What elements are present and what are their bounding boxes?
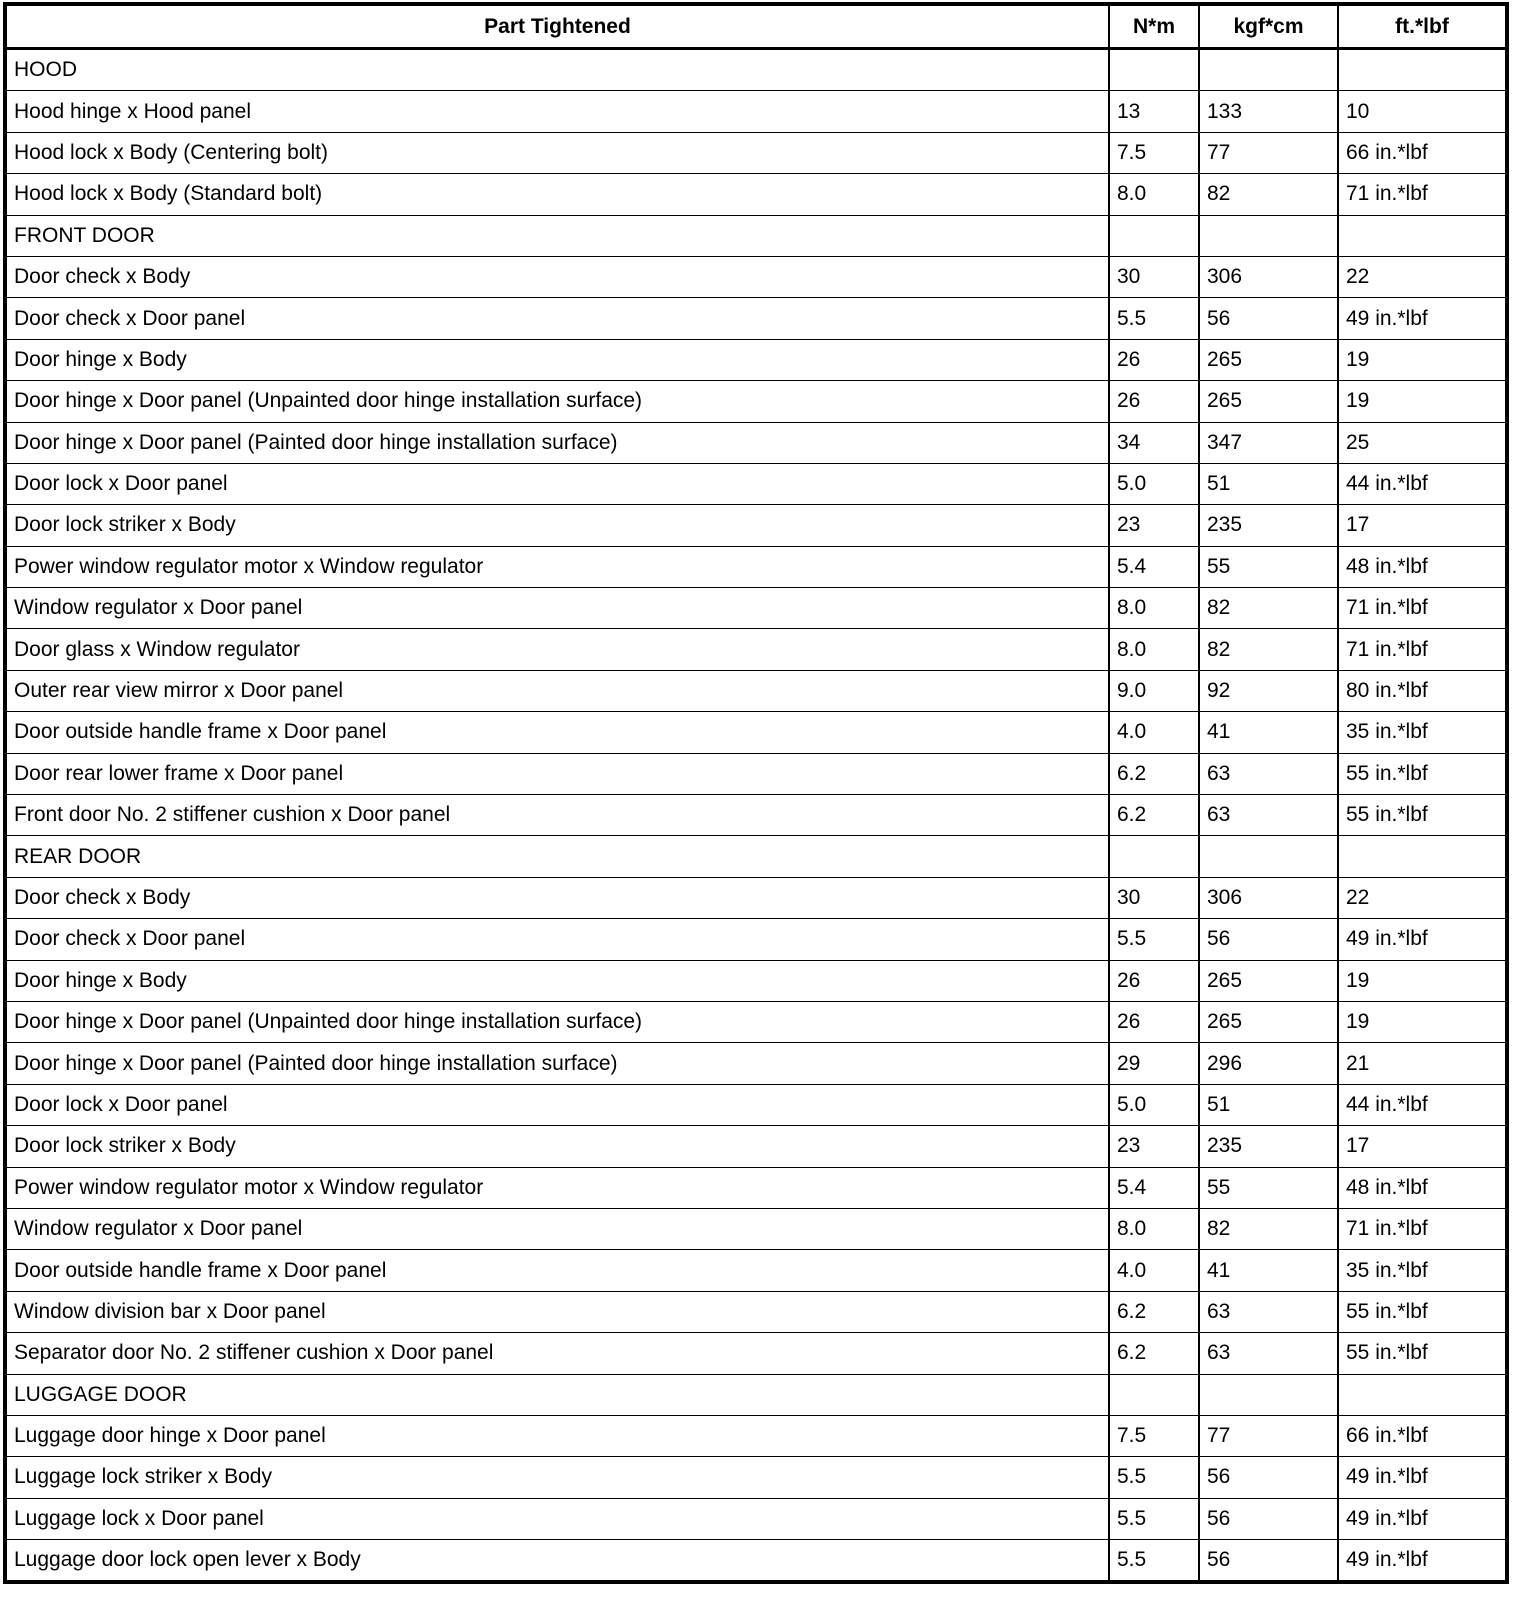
section-row xyxy=(5,49,1507,91)
part-cell: Front door No. 2 stiffener cushion x Door panel xyxy=(5,795,1109,836)
kgfcm-cell: 235 xyxy=(1199,505,1338,546)
ftlbf-cell: 25 xyxy=(1338,422,1507,463)
kgfcm-cell: 63 xyxy=(1199,1333,1338,1374)
nm-cell: 6.2 xyxy=(1109,795,1199,836)
ftlbf-cell: 55 in.*lbf xyxy=(1338,1333,1507,1374)
kgfcm-cell: 133 xyxy=(1199,91,1338,132)
ftlbf-cell: 48 in.*lbf xyxy=(1338,546,1507,587)
header-kgfcm: kgf*cm xyxy=(1199,4,1338,49)
kgfcm-cell: 265 xyxy=(1199,339,1338,380)
table-row xyxy=(5,1333,1507,1374)
ftlbf-cell: 48 in.*lbf xyxy=(1338,1167,1507,1208)
nm-cell: 5.4 xyxy=(1109,546,1199,587)
nm-cell: 7.5 xyxy=(1109,132,1199,173)
part-cell: Hood lock x Body (Standard bolt) xyxy=(5,174,1109,215)
nm-cell: 26 xyxy=(1109,381,1199,422)
table-row xyxy=(5,132,1507,173)
nm-cell: 34 xyxy=(1109,422,1199,463)
ftlbf-cell: 35 in.*lbf xyxy=(1338,1250,1507,1291)
ftlbf-cell: 49 in.*lbf xyxy=(1338,1457,1507,1498)
table-row xyxy=(5,174,1507,215)
part-cell: Door hinge x Door panel (Painted door hinge installation surface) xyxy=(5,1043,1109,1084)
part-cell: Door check x Door panel xyxy=(5,919,1109,960)
kgfcm-cell xyxy=(1199,1374,1338,1415)
table-row xyxy=(5,795,1507,836)
table-row xyxy=(5,629,1507,670)
kgfcm-cell: 56 xyxy=(1199,1498,1338,1539)
nm-cell: 6.2 xyxy=(1109,1333,1199,1374)
part-cell: Luggage lock striker x Body xyxy=(5,1457,1109,1498)
section-row xyxy=(5,215,1507,256)
section-row xyxy=(5,1374,1507,1415)
part-cell: Window regulator x Door panel xyxy=(5,588,1109,629)
part-cell: LUGGAGE DOOR xyxy=(5,1374,1109,1415)
ftlbf-cell: 66 in.*lbf xyxy=(1338,132,1507,173)
ftlbf-cell: 17 xyxy=(1338,1126,1507,1167)
table-row xyxy=(5,1043,1507,1084)
part-cell: Door check x Body xyxy=(5,877,1109,918)
ftlbf-cell: 22 xyxy=(1338,256,1507,297)
ftlbf-cell: 49 in.*lbf xyxy=(1338,298,1507,339)
kgfcm-cell: 63 xyxy=(1199,795,1338,836)
ftlbf-cell: 44 in.*lbf xyxy=(1338,1084,1507,1125)
ftlbf-cell: 19 xyxy=(1338,339,1507,380)
part-cell: FRONT DOOR xyxy=(5,215,1109,256)
nm-cell: 5.0 xyxy=(1109,1084,1199,1125)
table-row xyxy=(5,1457,1507,1498)
part-cell: Outer rear view mirror x Door panel xyxy=(5,670,1109,711)
kgfcm-cell: 265 xyxy=(1199,381,1338,422)
kgfcm-cell: 235 xyxy=(1199,1126,1338,1167)
table-row xyxy=(5,546,1507,587)
ftlbf-cell: 55 in.*lbf xyxy=(1338,753,1507,794)
ftlbf-cell: 49 in.*lbf xyxy=(1338,919,1507,960)
part-cell: Door outside handle frame x Door panel xyxy=(5,712,1109,753)
part-cell: Door lock striker x Body xyxy=(5,505,1109,546)
kgfcm-cell: 56 xyxy=(1199,1457,1338,1498)
kgfcm-cell: 265 xyxy=(1199,1001,1338,1042)
part-cell: Door hinge x Door panel (Unpainted door hinge installation surface) xyxy=(5,1001,1109,1042)
ftlbf-cell: 35 in.*lbf xyxy=(1338,712,1507,753)
table-row xyxy=(5,1084,1507,1125)
part-cell: Luggage door hinge x Door panel xyxy=(5,1415,1109,1456)
kgfcm-cell: 265 xyxy=(1199,960,1338,1001)
kgfcm-cell: 41 xyxy=(1199,712,1338,753)
kgfcm-cell: 51 xyxy=(1199,463,1338,504)
nm-cell: 23 xyxy=(1109,1126,1199,1167)
kgfcm-cell xyxy=(1199,836,1338,877)
nm-cell: 26 xyxy=(1109,1001,1199,1042)
nm-cell: 5.0 xyxy=(1109,463,1199,504)
part-cell: Luggage lock x Door panel xyxy=(5,1498,1109,1539)
nm-cell: 7.5 xyxy=(1109,1415,1199,1456)
nm-cell: 8.0 xyxy=(1109,588,1199,629)
nm-cell: 5.5 xyxy=(1109,298,1199,339)
kgfcm-cell: 55 xyxy=(1199,546,1338,587)
nm-cell: 23 xyxy=(1109,505,1199,546)
part-cell: Luggage door lock open lever x Body xyxy=(5,1540,1109,1583)
nm-cell xyxy=(1109,1374,1199,1415)
part-cell: Door check x Door panel xyxy=(5,298,1109,339)
nm-cell: 13 xyxy=(1109,91,1199,132)
table-row xyxy=(5,463,1507,504)
table-row xyxy=(5,1498,1507,1539)
nm-cell: 5.4 xyxy=(1109,1167,1199,1208)
table-row xyxy=(5,1167,1507,1208)
ftlbf-cell: 21 xyxy=(1338,1043,1507,1084)
ftlbf-cell: 71 in.*lbf xyxy=(1338,1208,1507,1249)
kgfcm-cell: 56 xyxy=(1199,298,1338,339)
part-cell: Power window regulator motor x Window regulator xyxy=(5,546,1109,587)
part-cell: HOOD xyxy=(5,49,1109,91)
part-cell: Power window regulator motor x Window regulator xyxy=(5,1167,1109,1208)
section-row xyxy=(5,836,1507,877)
table-row xyxy=(5,712,1507,753)
table-row xyxy=(5,753,1507,794)
ftlbf-cell xyxy=(1338,836,1507,877)
table-row xyxy=(5,588,1507,629)
kgfcm-cell: 41 xyxy=(1199,1250,1338,1291)
part-cell: Door lock striker x Body xyxy=(5,1126,1109,1167)
table-row xyxy=(5,1540,1507,1583)
nm-cell: 29 xyxy=(1109,1043,1199,1084)
table-row xyxy=(5,1415,1507,1456)
kgfcm-cell: 82 xyxy=(1199,588,1338,629)
nm-cell: 5.5 xyxy=(1109,1457,1199,1498)
nm-cell: 9.0 xyxy=(1109,670,1199,711)
table-row xyxy=(5,1291,1507,1332)
ftlbf-cell: 19 xyxy=(1338,1001,1507,1042)
part-cell: Separator door No. 2 stiffener cushion x Door panel xyxy=(5,1333,1109,1374)
nm-cell: 26 xyxy=(1109,339,1199,380)
kgfcm-cell xyxy=(1199,49,1338,91)
ftlbf-cell: 80 in.*lbf xyxy=(1338,670,1507,711)
part-cell: Door glass x Window regulator xyxy=(5,629,1109,670)
nm-cell: 8.0 xyxy=(1109,629,1199,670)
kgfcm-cell: 82 xyxy=(1199,1208,1338,1249)
nm-cell xyxy=(1109,836,1199,877)
ftlbf-cell: 49 in.*lbf xyxy=(1338,1540,1507,1583)
table-row xyxy=(5,960,1507,1001)
nm-cell: 4.0 xyxy=(1109,1250,1199,1291)
nm-cell: 5.5 xyxy=(1109,1540,1199,1583)
part-cell: Door hinge x Body xyxy=(5,960,1109,1001)
part-cell: Door lock x Door panel xyxy=(5,1084,1109,1125)
part-cell: Door hinge x Door panel (Unpainted door hinge installation surface) xyxy=(5,381,1109,422)
ftlbf-cell xyxy=(1338,1374,1507,1415)
kgfcm-cell: 347 xyxy=(1199,422,1338,463)
ftlbf-cell: 71 in.*lbf xyxy=(1338,588,1507,629)
ftlbf-cell: 19 xyxy=(1338,960,1507,1001)
part-cell: Door hinge x Body xyxy=(5,339,1109,380)
nm-cell: 5.5 xyxy=(1109,919,1199,960)
table-row xyxy=(5,422,1507,463)
kgfcm-cell: 92 xyxy=(1199,670,1338,711)
ftlbf-cell: 17 xyxy=(1338,505,1507,546)
nm-cell: 8.0 xyxy=(1109,1208,1199,1249)
table-row xyxy=(5,381,1507,422)
nm-cell: 8.0 xyxy=(1109,174,1199,215)
kgfcm-cell xyxy=(1199,215,1338,256)
header-part-tightened: Part Tightened xyxy=(5,4,1109,49)
part-cell: Window division bar x Door panel xyxy=(5,1291,1109,1332)
kgfcm-cell: 63 xyxy=(1199,753,1338,794)
table-row xyxy=(5,670,1507,711)
ftlbf-cell: 55 in.*lbf xyxy=(1338,795,1507,836)
header-row xyxy=(5,4,1507,49)
header-ftlbf: ft.*lbf xyxy=(1338,4,1507,49)
part-cell: Door rear lower frame x Door panel xyxy=(5,753,1109,794)
table-row xyxy=(5,919,1507,960)
kgfcm-cell: 63 xyxy=(1199,1291,1338,1332)
part-cell: Hood lock x Body (Centering bolt) xyxy=(5,132,1109,173)
torque-specification-table xyxy=(3,2,1509,1584)
nm-cell: 30 xyxy=(1109,877,1199,918)
table-row xyxy=(5,505,1507,546)
nm-cell: 30 xyxy=(1109,256,1199,297)
kgfcm-cell: 77 xyxy=(1199,132,1338,173)
part-cell: Door outside handle frame x Door panel xyxy=(5,1250,1109,1291)
nm-cell: 6.2 xyxy=(1109,1291,1199,1332)
part-cell: Hood hinge x Hood panel xyxy=(5,91,1109,132)
kgfcm-cell: 56 xyxy=(1199,1540,1338,1583)
kgfcm-cell: 56 xyxy=(1199,919,1338,960)
part-cell: Door hinge x Door panel (Painted door hinge installation surface) xyxy=(5,422,1109,463)
table-row xyxy=(5,91,1507,132)
table-row xyxy=(5,298,1507,339)
ftlbf-cell xyxy=(1338,215,1507,256)
ftlbf-cell: 22 xyxy=(1338,877,1507,918)
table-row xyxy=(5,1001,1507,1042)
kgfcm-cell: 82 xyxy=(1199,174,1338,215)
kgfcm-cell: 296 xyxy=(1199,1043,1338,1084)
nm-cell: 4.0 xyxy=(1109,712,1199,753)
kgfcm-cell: 77 xyxy=(1199,1415,1338,1456)
ftlbf-cell: 71 in.*lbf xyxy=(1338,174,1507,215)
table-row xyxy=(5,1126,1507,1167)
table-row xyxy=(5,1250,1507,1291)
table-row xyxy=(5,877,1507,918)
part-cell: Door lock x Door panel xyxy=(5,463,1109,504)
nm-cell: 5.5 xyxy=(1109,1498,1199,1539)
kgfcm-cell: 306 xyxy=(1199,877,1338,918)
table-row xyxy=(5,339,1507,380)
header-nm: N*m xyxy=(1109,4,1199,49)
nm-cell: 6.2 xyxy=(1109,753,1199,794)
part-cell: REAR DOOR xyxy=(5,836,1109,877)
ftlbf-cell: 71 in.*lbf xyxy=(1338,629,1507,670)
kgfcm-cell: 306 xyxy=(1199,256,1338,297)
ftlbf-cell xyxy=(1338,49,1507,91)
table-row xyxy=(5,1208,1507,1249)
nm-cell: 26 xyxy=(1109,960,1199,1001)
nm-cell xyxy=(1109,49,1199,91)
part-cell: Window regulator x Door panel xyxy=(5,1208,1109,1249)
ftlbf-cell: 19 xyxy=(1338,381,1507,422)
ftlbf-cell: 44 in.*lbf xyxy=(1338,463,1507,504)
kgfcm-cell: 55 xyxy=(1199,1167,1338,1208)
ftlbf-cell: 55 in.*lbf xyxy=(1338,1291,1507,1332)
ftlbf-cell: 10 xyxy=(1338,91,1507,132)
ftlbf-cell: 66 in.*lbf xyxy=(1338,1415,1507,1456)
nm-cell xyxy=(1109,215,1199,256)
kgfcm-cell: 82 xyxy=(1199,629,1338,670)
ftlbf-cell: 49 in.*lbf xyxy=(1338,1498,1507,1539)
table-row xyxy=(5,256,1507,297)
kgfcm-cell: 51 xyxy=(1199,1084,1338,1125)
part-cell: Door check x Body xyxy=(5,256,1109,297)
